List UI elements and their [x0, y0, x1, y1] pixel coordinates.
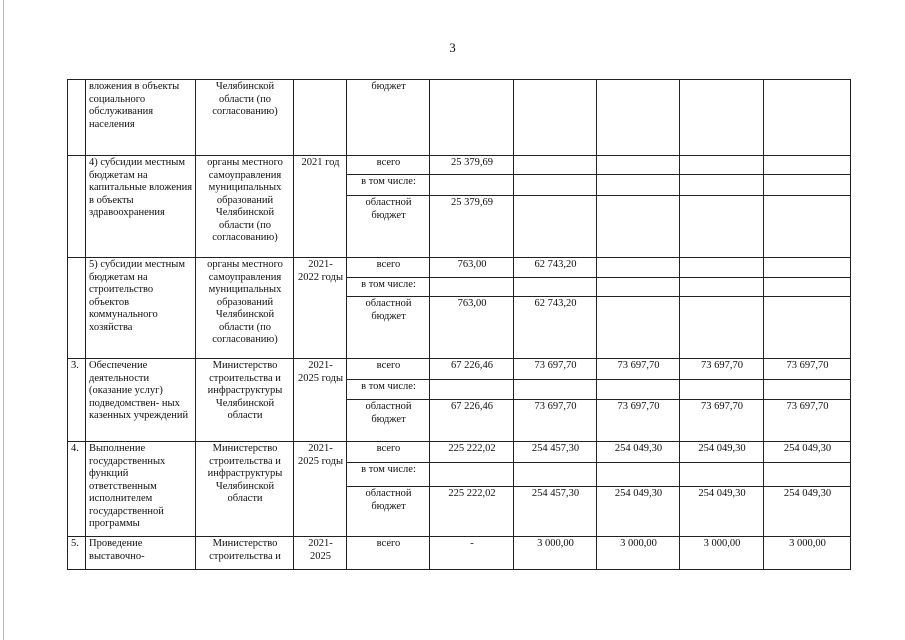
table-row: [68, 442, 851, 463]
executor-cell: органы местного самоуправления муниципальных образований Челябинской области (по согласованию): [196, 258, 294, 359]
year-value-cell: [514, 196, 597, 258]
table-row: [68, 537, 851, 570]
year-value-cell: 67 226,46: [430, 359, 514, 380]
year-value-cell: [430, 175, 514, 196]
year-value-cell: [597, 80, 680, 156]
year-value-cell: 3 000,00: [514, 537, 597, 570]
year-value-cell: [597, 258, 680, 278]
year-value-cell: [764, 258, 851, 278]
year-value-cell: 254 049,30: [680, 487, 764, 537]
year-value-cell: [764, 196, 851, 258]
year-value-cell: [597, 380, 680, 400]
year-value-cell: [764, 175, 851, 196]
funding-source-cell: областной бюджет: [347, 196, 430, 258]
funding-source-cell: всего: [347, 537, 430, 570]
funding-source-cell: областной бюджет: [347, 400, 430, 442]
year-value-cell: [597, 156, 680, 175]
year-value-cell: 25 379,69: [430, 156, 514, 175]
table-row: [68, 80, 851, 156]
year-value-cell: 73 697,70: [514, 400, 597, 442]
year-value-cell: -: [430, 537, 514, 570]
funding-source-cell: всего: [347, 359, 430, 380]
year-value-cell: [430, 80, 514, 156]
period-cell: 2021- 2022 годы: [294, 258, 347, 359]
year-value-cell: [514, 463, 597, 487]
year-value-cell: [597, 175, 680, 196]
year-value-cell: [514, 380, 597, 400]
funding-source-cell: областной бюджет: [347, 487, 430, 537]
year-value-cell: 3 000,00: [764, 537, 851, 570]
year-value-cell: [680, 297, 764, 359]
year-value-cell: [514, 175, 597, 196]
year-value-cell: 254 049,30: [597, 442, 680, 463]
executor-cell: Министерство строительства и: [196, 537, 294, 570]
table-row: [68, 359, 851, 380]
year-value-cell: 62 743,20: [514, 297, 597, 359]
year-value-cell: 763,00: [430, 297, 514, 359]
year-value-cell: [764, 80, 851, 156]
year-value-cell: 254 457,30: [514, 442, 597, 463]
executor-cell: органы местного самоуправления муниципальных образований Челябинской области (по согласованию): [196, 156, 294, 258]
funding-source-cell: в том числе:: [347, 463, 430, 487]
year-value-cell: [764, 380, 851, 400]
year-value-cell: 73 697,70: [680, 359, 764, 380]
measure-name-cell: 4) субсидии местным бюджетам на капитальные вложения в объекты здравоохранения: [86, 156, 196, 258]
year-value-cell: [514, 80, 597, 156]
year-value-cell: 73 697,70: [764, 400, 851, 442]
year-value-cell: 3 000,00: [597, 537, 680, 570]
year-value-cell: [430, 380, 514, 400]
year-value-cell: 73 697,70: [514, 359, 597, 380]
year-value-cell: 254 049,30: [597, 487, 680, 537]
measure-name-cell: Выполнение государственных функций ответственным исполнителем государственной программы: [86, 442, 196, 537]
year-value-cell: 3 000,00: [680, 537, 764, 570]
executor-cell: Челябинской области (по согласованию): [196, 80, 294, 156]
table-row: [68, 156, 851, 175]
row-number-cell: [68, 80, 86, 156]
executor-cell: Министерство строительства и инфраструктуры Челябинской области: [196, 359, 294, 442]
year-value-cell: 254 457,30: [514, 487, 597, 537]
year-value-cell: [680, 196, 764, 258]
funding-source-cell: в том числе:: [347, 175, 430, 196]
row-number-cell: [68, 258, 86, 359]
left-margin-rule: [3, 0, 4, 640]
funding-source-cell: всего: [347, 442, 430, 463]
year-value-cell: 763,00: [430, 258, 514, 278]
year-value-cell: 73 697,70: [764, 359, 851, 380]
row-number-cell: [68, 156, 86, 258]
year-value-cell: 254 049,30: [680, 442, 764, 463]
page-number: 3: [449, 40, 456, 55]
year-value-cell: [764, 297, 851, 359]
funding-source-cell: бюджет: [347, 80, 430, 156]
year-value-cell: 254 049,30: [764, 442, 851, 463]
funding-source-cell: всего: [347, 156, 430, 175]
year-value-cell: [680, 156, 764, 175]
year-value-cell: [764, 156, 851, 175]
measure-name-cell: Обеспечение деятельности (оказание услуг) подведомствен- ных казенных учреждений: [86, 359, 196, 442]
year-value-cell: 254 049,30: [764, 487, 851, 537]
period-cell: [294, 80, 347, 156]
year-value-cell: [597, 196, 680, 258]
year-value-cell: 62 743,20: [514, 258, 597, 278]
year-value-cell: [680, 258, 764, 278]
year-value-cell: [430, 278, 514, 297]
year-value-cell: 73 697,70: [597, 400, 680, 442]
period-cell: 2021- 2025 годы: [294, 442, 347, 537]
year-value-cell: [514, 278, 597, 297]
period-cell: 2021- 2025 годы: [294, 359, 347, 442]
funding-source-cell: в том числе:: [347, 278, 430, 297]
year-value-cell: [597, 297, 680, 359]
year-value-cell: 67 226,46: [430, 400, 514, 442]
year-value-cell: [597, 463, 680, 487]
year-value-cell: 25 379,69: [430, 196, 514, 258]
funding-source-cell: всего: [347, 258, 430, 278]
year-value-cell: 225 222,02: [430, 442, 514, 463]
year-value-cell: [680, 380, 764, 400]
year-value-cell: [680, 463, 764, 487]
executor-cell: Министерство строительства и инфраструктуры Челябинской области: [196, 442, 294, 537]
year-value-cell: [764, 463, 851, 487]
table-row: [68, 258, 851, 278]
year-value-cell: [680, 80, 764, 156]
measure-name-cell: вложения в объекты социального обслуживания населения: [86, 80, 196, 156]
year-value-cell: [430, 463, 514, 487]
measure-name-cell: 5) субсидии местным бюджетам на строительство объектов коммунального хозяйства: [86, 258, 196, 359]
year-value-cell: [680, 278, 764, 297]
year-value-cell: [597, 278, 680, 297]
year-value-cell: 73 697,70: [597, 359, 680, 380]
year-value-cell: [680, 175, 764, 196]
period-cell: 2021- 2025: [294, 537, 347, 570]
year-value-cell: [514, 156, 597, 175]
budget-table: [67, 79, 851, 570]
period-cell: 2021 год: [294, 156, 347, 258]
measure-name-cell: Проведение выставочно-: [86, 537, 196, 570]
year-value-cell: 73 697,70: [680, 400, 764, 442]
year-value-cell: 225 222,02: [430, 487, 514, 537]
funding-source-cell: областной бюджет: [347, 297, 430, 359]
year-value-cell: [764, 278, 851, 297]
funding-source-cell: в том числе:: [347, 380, 430, 400]
row-number-cell: 3.: [68, 359, 86, 442]
row-number-cell: 4.: [68, 442, 86, 537]
row-number-cell: 5.: [68, 537, 86, 570]
